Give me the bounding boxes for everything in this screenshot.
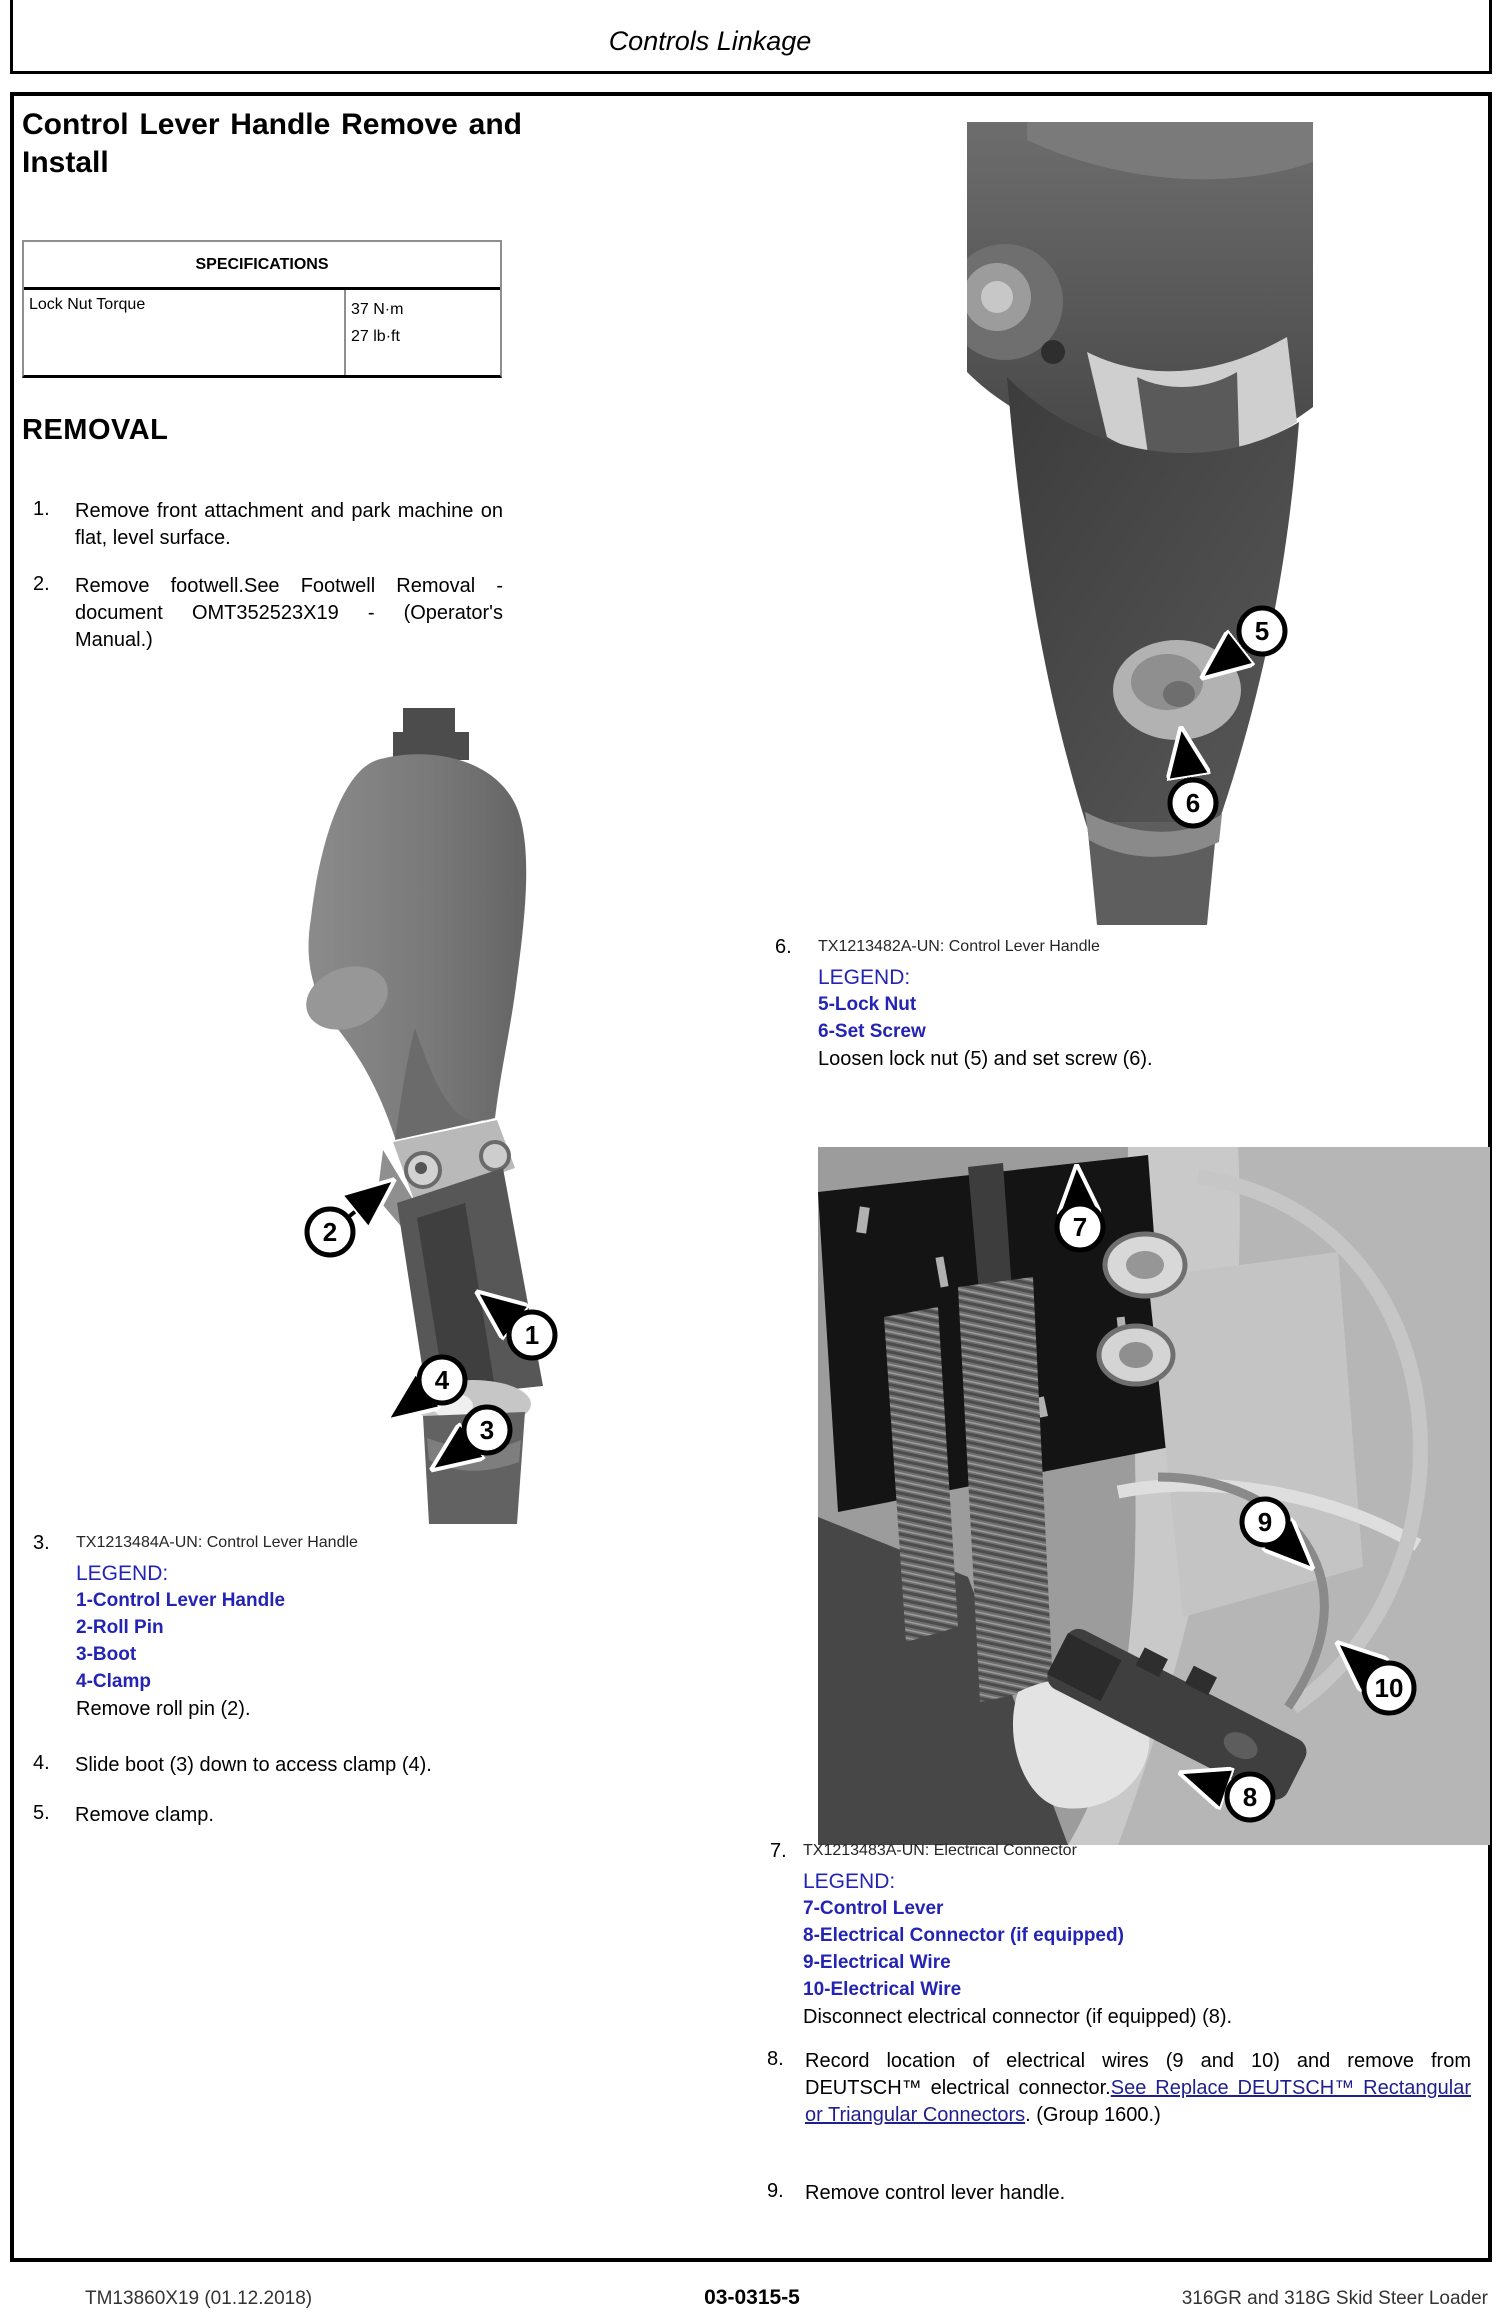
legend-item: 10-Electrical Wire (803, 1979, 962, 2000)
svg-text:7: 7 (1072, 1212, 1088, 1242)
spec-value-imperial: 27 lb·ft (351, 328, 400, 345)
spec-table-header: SPECIFICATIONS (24, 242, 500, 290)
figure-control-lever-handle-closeup (967, 122, 1313, 925)
page-title: Control Lever Handle Remove and Install (22, 108, 522, 179)
figure-electrical-connector (818, 1147, 1490, 1845)
step-text: Remove footwell.See Footwell Removal - document OMT352523X19 - (Operator's Manual.) (75, 575, 503, 651)
section-heading-removal: REMOVAL (22, 414, 169, 446)
footer-document-number: TM13860X19 (01.12.2018) (85, 2288, 313, 2309)
step-text: Slide boot (3) down to access clamp (4). (75, 1754, 432, 1776)
legend-item: 2-Roll Pin (76, 1617, 164, 1638)
footer-model-name: 316GR and 318G Skid Steer Loader (1181, 2288, 1488, 2309)
svg-text:8: 8 (1242, 1782, 1258, 1812)
caption-fig6 (818, 936, 1378, 1073)
legend-item: 5-Lock Nut (818, 994, 917, 1015)
legend-item: 9-Electrical Wire (803, 1952, 951, 1973)
step-number: 5. (33, 1802, 50, 1824)
svg-text:1: 1 (524, 1320, 540, 1350)
svg-text:2: 2 (322, 1217, 338, 1247)
caption-number: 6. (775, 936, 792, 958)
legend-item: 4-Clamp (76, 1671, 151, 1692)
figure-ref: TX1213482A-UN: Control Lever Handle (818, 938, 1100, 955)
legend-item: 1-Control Lever Handle (76, 1590, 286, 1611)
spec-value-metric: 37 N·m (351, 301, 404, 318)
svg-text:10: 10 (1374, 1673, 1404, 1703)
legend-label: LEGEND: (818, 966, 911, 989)
caption-number: 7. (770, 1840, 787, 1862)
step8-text-before: Record location of electrical wires (9 and 10) and remove from DEUTSCH™ electrical connector. (805, 2050, 1471, 2099)
photo-control-lever-closeup (967, 122, 1313, 925)
spec-values (346, 290, 500, 375)
see-replace-deutsch-link[interactable]: See Replace DEUTSCH™ Rectangular or Triangular Connectors (805, 2077, 1471, 2126)
spec-table-row (24, 290, 500, 375)
step-text: Remove control lever handle. (805, 2182, 1066, 2204)
photo-electrical-connector (818, 1147, 1490, 1845)
step-number: 2. (33, 573, 50, 595)
specifications-table (22, 240, 502, 378)
spec-label: Lock Nut Torque (24, 290, 346, 375)
svg-text:9: 9 (1257, 1507, 1273, 1537)
legend-label: LEGEND: (76, 1562, 169, 1585)
footer-page-number: 03-0315-5 (704, 2286, 800, 2309)
caption-fig3 (76, 1532, 576, 1723)
step-text: Remove clamp. (75, 1804, 214, 1826)
step-number: 1. (33, 498, 50, 520)
step8-text-after: . (Group 1600.) (1025, 2104, 1161, 2126)
legend-item: 8-Electrical Connector (if equipped) (803, 1925, 1124, 1946)
figure-control-lever-handle (165, 698, 601, 1524)
step-number: 8. (767, 2048, 784, 2070)
svg-text:3: 3 (479, 1415, 495, 1445)
figure-ref: TX1213484A-UN: Control Lever Handle (76, 1534, 358, 1551)
legend-label: LEGEND: (803, 1870, 896, 1893)
figure-ref: TX1213483A-UN: Electrical Connector (803, 1842, 1077, 1859)
svg-text:6: 6 (1185, 788, 1201, 818)
photo-control-lever-handle (165, 698, 601, 1524)
step-text: Remove front attachment and park machine on flat, level surface. (75, 500, 503, 549)
svg-text:4: 4 (434, 1365, 450, 1395)
legend-item: 7-Control Lever (803, 1898, 944, 1919)
step-text (805, 2048, 1471, 2129)
legend-item: 3-Boot (76, 1644, 137, 1665)
legend-item: 6-Set Screw (818, 1021, 926, 1042)
caption-note: Disconnect electrical connector (if equipped) (8). (803, 2006, 1233, 2028)
step-number: 4. (33, 1752, 50, 1774)
caption-note: Loosen lock nut (5) and set screw (6). (818, 1048, 1153, 1070)
caption-fig7 (803, 1840, 1453, 2031)
caption-number: 3. (33, 1532, 50, 1554)
page-header-title: Controls Linkage (608, 26, 812, 56)
caption-note: Remove roll pin (2). (76, 1698, 251, 1720)
svg-text:5: 5 (1254, 616, 1270, 646)
step-number: 9. (767, 2180, 784, 2202)
